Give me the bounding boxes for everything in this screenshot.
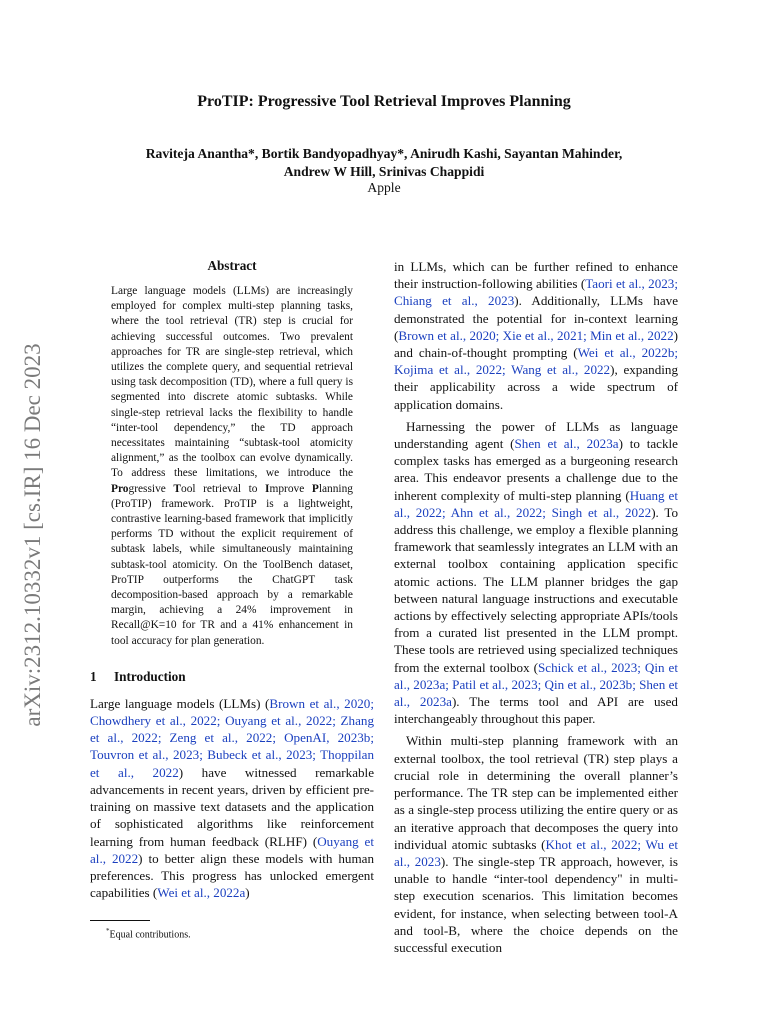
abstract-text-b: (ProTIP) framework. ProTIP is a lightweight, contrastive learning-based framework that implicitly performs TD without the explicit requirement of subtask labels, while simultaneously maintaining subtask-tool atomicity. On the ToolBench dataset, ProTIP outperforms the ChatGPT task decomposition-based approach by a remarkable margin, achieving a 24% improvement in Recall@K=10 for TR and a 41% enhancement in tool accuracy for plan generation. [111,497,353,647]
paper-title: ProTIP: Progressive Tool Retrieval Improves Planning [197,93,571,110]
citation-link[interactable]: Khot et al., 2022; Wu et al., 2023 [394,836,679,869]
paragraph-text: ). Additionally, LLMs have demonstrated the potential for in-context learning ( [394,293,679,343]
footnote-mark: * [106,927,110,935]
section-number: 1 [90,668,97,684]
framework-name-p: Pro [111,482,129,495]
intro-paragraph-continued [394,258,678,413]
citation-link[interactable]: Ouyang et al., 2022 [90,833,374,866]
footnote [106,927,191,940]
paragraph-text: Within multi-step planning framework with an external toolbox, the tool retrieval (TR) step plays a crucial role in determining the overall planner’s performance. The TR step can be implemented either as a single-step process utilizing the entire query or as an iterative approach that decomposes the query into individual atomic subtasks ( [394,733,678,852]
abstract-body [111,284,353,649]
abstract-text-a: Large language models (LLMs) are increasingly employed for complex multi-step planning tasks, where the tool retrieval (TR) step is crucial for achieving successful outcomes. Two prevalent approaches for TR are single-step retrieval, which utilizes the complete query, and sequential retrieval using task decomposition (TD), where a full query is segmented into discrete atomic subtasks. While single-step retrieval lacks the flexibility to handle “inter-tool dependency,” the TD approach necessitates maintaining “subtask-tool atomicity alignment,” as the toolbox can evolve dynamically. To address these limitations, we introduce the [111,285,353,480]
framework-name-t: T [173,482,182,495]
framework-name-part: gressive [128,482,174,495]
paragraph-text: ) and chain-of-thought prompting ( [394,327,678,361]
citation-link[interactable]: Taori et al., 2023; Chiang et al., 2023 [394,276,678,309]
citation-link[interactable]: Brown et al., 2020; Chowdhery et al., 2022; Ouyang et al., 2022; Zhang et al., 2022; Zeng et al., 2022; OpenAI, 2023b; Touvron et al., 2023; Bubeck et al., 2023; Thoppilan et al., 2022 [90,695,374,780]
intro-paragraph-2 [394,418,678,728]
paragraph-text: ). To address this challenge, we employ a flexible planning framework that seamlessly integrates an LLM with an external toolbox containing application specific atomic actions. The LLM planner bridges the gap between natural language instructions and executable actions by effectively selecting appropriate APIs/tools from a curated list presented in the LLM prompt. These tools are retrieved using specialized techniques from the external toolbox ( [394,504,678,675]
section-heading-introduction [90,669,374,685]
framework-name-part: ool retrieval to [181,482,266,495]
citation-link[interactable]: Schick et al., 2023; Qin et al., 2023a; Patil et al., 2023; Qin et al., 2023b; Shen et al., 2023a [394,659,679,710]
section-title: Introduction [114,668,186,684]
paragraph-text: Large language models (LLMs) ( [90,695,270,711]
paragraph-text: ) to tackle complex tasks has emerged as a burgeoning research area. This endeavor presents a challenge due to the inherent complexity of multi-step planning ( [394,436,678,503]
citation-link[interactable]: Wei et al., 2022a [157,885,246,901]
framework-name-i: I [265,482,270,495]
paragraph-text: ). The single-step TR approach, however, is unable to handle “inter-tool dependency" in multi-step execution scenarios. This limitation becomes evident, for instance, when selecting between tool-A and tool-B, where the choice depends on the successful execution [394,853,678,955]
author-line-1: Raviteja Anantha*, Bortik Bandyopadhyay*, Anirudh Kashi, Sayantan Mahinder, [145,146,623,161]
footnote-text: Equal contributions. [109,929,191,941]
intro-paragraph-1 [90,695,374,901]
paragraph-text: Harnessing the power of LLMs as language understanding agent ( [394,418,678,452]
paragraph-text: ), expanding their applicability across a wide spectrum of application domains. [394,362,678,412]
intro-paragraph-3 [394,732,678,956]
paragraph-text: in LLMs, which can be further refined to enhance their instruction-following abilities ( [394,259,678,292]
citation-link[interactable]: Brown et al., 2020; Xie et al., 2021; Min et al., 2022 [398,327,674,343]
author-line-2: Andrew W Hill, Srinivas Chappidi [283,164,485,179]
framework-name-part: mprove [269,482,312,495]
footnote-rule [90,920,150,921]
right-column [394,258,678,956]
arxiv-identifier-text: arXiv:2312.10332v1 [cs.IR] 16 Dec 2023 [20,343,45,727]
arxiv-identifier-stamp [20,325,46,745]
abstract-heading: Abstract [207,258,257,273]
framework-name-p2: P [311,482,319,495]
citation-link[interactable]: Shen et al., 2023a [514,436,619,452]
paragraph-text: ). The terms tool and API are used interchangeably throughout this paper. [394,694,678,727]
paragraph-text: ) [245,885,250,901]
affiliation: Apple [367,180,401,195]
left-column [90,258,374,901]
author-list [90,145,678,181]
citation-link[interactable]: Wei et al., 2022b; Kojima et al., 2022; Wang et al., 2022 [394,345,678,378]
framework-name-part: lanning [318,482,353,495]
citation-link[interactable]: Huang et al., 2022; Ahn et al., 2022; Singh et al., 2022 [394,487,678,520]
paragraph-text: ) have witnessed remarkable advancements in recent years, driven by efficient pre-training on massive text datasets and the application of sophisticated algorithms like reinforcement learning from human feedback (RLHF) ( [90,764,375,849]
paragraph-text: ) to better align these models with human preferences. This progress has unlocked emergent capabilities ( [90,850,374,901]
